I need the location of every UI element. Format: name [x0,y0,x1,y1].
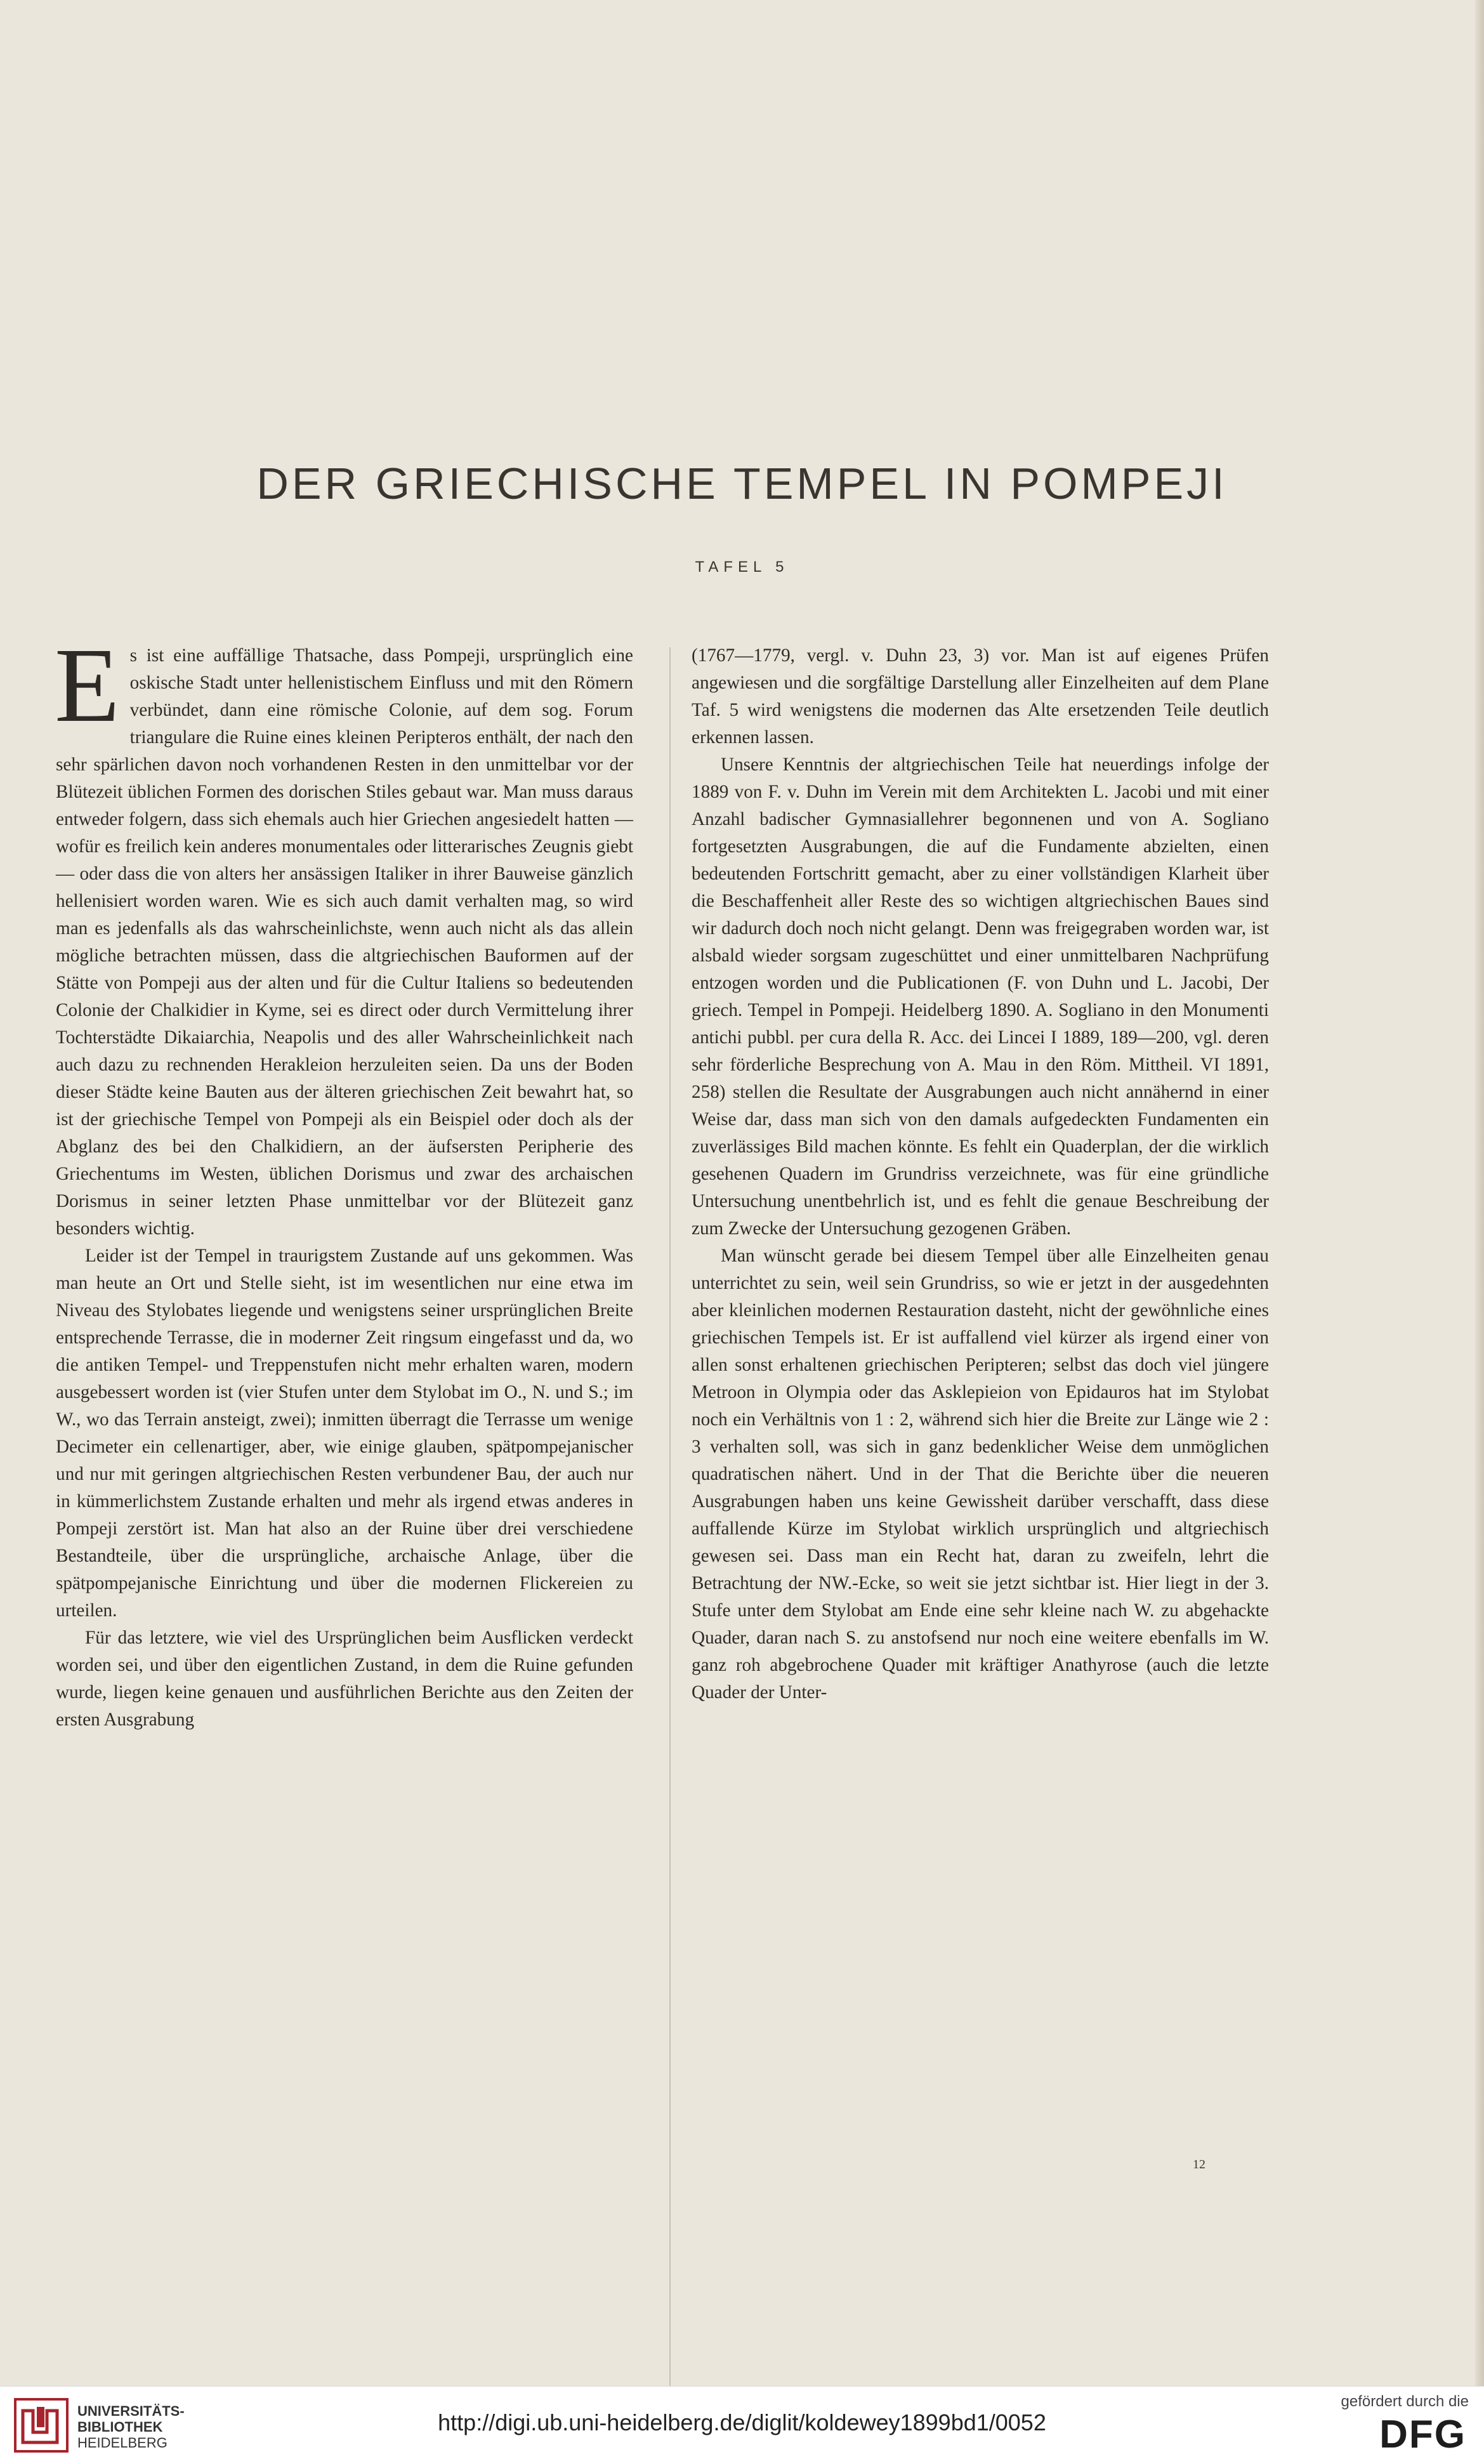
dfg-logo [1342,2413,1469,2451]
page-edge [1475,0,1484,2386]
paragraph: Man wünscht gerade bei diesem Tempel über alle Einzelheiten genau unterrichtet zu sein, weil sein Grundriss, so wie er jetzt in der ausgedehnten aber kleinlichen modernen Restauration dasteht, nicht der gewöhnliche eines griechischen Tempels ist. Er ist auffallend viel kürzer als irgend einer von allen sonst erhaltenen griechischen Peripteren; selbst das doch viel jüngere Metroon in Olympia oder das Asklepieion von Epidauros hat im Stylobat noch ein Verhältnis von 1 : 2, während sich hier die Breite zur Länge wie 2 : 3 verhalten soll, was sich in ganz bedenklicher Weise dem unmöglichen quadratischen nähert. Und in der That die Berichte über die neueren Ausgrabungen haben uns keine Gewissheit darüber verschafft, dass diese auffallende Kürze im Stylobat wirklich ursprünglich und altgriechisch gewesen sei. Dass man ein Recht hat, daran zu zweifeln, lehrt die Betrachtung der NW.-Ecke, so weit sie jetzt sichtbar ist. Hier liegt in der 3. Stufe unter dem Stylobat am Ende eine sehr kleine nach W. zu abgehackte Quader, daran nach S. zu anstofsend nur noch eine weitere ebenfalls im W. ganz roh abgebrochene Quader mit kräftiger Anathyrose (auch die letzte Quader der Unter- [692,1246,1269,1703]
paragraph: Unsere Kenntnis der altgriechischen Teile hat neuerdings infolge der 1889 von F. v. Duhn im Verein mit dem Architekten L. Jacobi und mit einer Anzahl badischer Gymnasiallehrer begonnenen und von A. Sogliano fortgesetzten Ausgrabungen, die auf die Fundamente abzielten, einen bedeutenden Fortschritt gemacht, aber zu einer vollständigen Klarheit über die Beschaffenheit aller Reste des so wichtigen altgriechischen Baues sind wir dadurch doch noch nicht gelangt. Denn was freigegraben worden war, ist alsbald wieder sorgsam zugeschüttet und einer unmittelbaren Nachprüfung entzogen worden und die Publicationen (F. von Duhn und L. Jacobi, Der griech. Tempel in Pompeji. Heidelberg 1890. A. Sogliano in den Monumenti antichi pubbl. per cura della R. Acc. dei Lincei I 1889, 189—200, vgl. deren sehr förderliche Besprechung von A. Mau in den Röm. Mittheil. VI 1891, 258) stellen die Resultate der Ausgrabungen auch nicht annähernd in einer Weise dar, dass man sich von den damals aufgedeckten Fundamenten ein zuverlässiges Bild machen könnte. Es fehlt ein Quaderplan, der die wirklich gesehenen Quadern im Grundriss verzeichnete, was für eine gründliche Untersuchung unentbehrlich ist, und es fehlt die genaue Beschreibung der zum Zwecke der Untersuchung gezogenen Gräben. [692,754,1269,1239]
permalink-url[interactable]: http://digi.ub.uni-heidelberg.de/diglit/koldewey1899bd1/0052 [438,2409,1046,2435]
left-text-column [55,626,633,1734]
page-number: 12 [1193,2158,1205,2171]
column-divider [669,647,671,2437]
dfg-logo-text: DFG [1379,2413,1466,2451]
paragraph: Für das letztere, wie viel des Ursprünglichen beim Ausflicken verdeckt worden sei, und über den eigentlichen Zustand, in dem die Ruine gefunden wurde, liegen keine genauen und ausführlichen Berichte aus den Zeiten der ersten Ausgrabung [56,1628,633,1730]
viewer-footer [0,2386,1484,2464]
paragraph [55,626,633,1242]
paragraph: (1767—1779, vergl. v. Duhn 23, 3) vor. Man ist auf eigenes Prüfen angewiesen und die sorgfältige Darstellung aller Einzelheiten auf dem Plane Taf. 5 wird wenigstens die modernen das Alte ersetzenden Teile deutlich erkennen lassen. [692,645,1269,748]
funded-by-label: gefördert durch die [1341,2393,1469,2410]
right-text-column [692,642,1269,1706]
funder-block[interactable] [1297,2393,1469,2454]
plate-label: TAFEL 5 [695,558,789,576]
library-name-line: UNIVERSITÄTS- [77,2403,185,2419]
paragraph: Leider ist der Tempel in traurigstem Zustande auf uns gekommen. Was man heute an Ort und Stelle sieht, ist im wesentlichen nur eine etwa im Niveau des Stylobates liegende und wenigstens seiner ursprünglichen Breite entsprechende Terrasse, die in moderner Zeit ringsum eingefasst und da, wo die antiken Tempel- und Treppenstufen nicht mehr erhalten waren, modern ausgebessert worden ist (vier Stufen unter dem Stylobat im O., N. und S.; im W., wo das Terrain ansteigt, zwei); inmitten überragt die Terrasse um wenige Decimeter ein cellenartiger, aber, wie einige glauben, spätpompejanischer und nur mit geringen altgriechischen Resten verbundener Bau, der auch nur in kümmerlichstem Zustande erhalten und mehr als irgend etwas anderes in Pompeji zerstört ist. Man hat also an der Ruine über drei verschiedene Bestandteile, über die ursprüngliche, archaische Anlage, über die spätpompejanische Einrichtung und über die modernen Flickereien zu urteilen. [56,1246,633,1621]
library-name-line: BIBLIOTHEK [77,2419,163,2435]
paragraph-text: s ist eine auffällige Thatsache, dass Pompeji, ursprünglich eine oskische Stadt unter hellenistischem Einfluss und mit den Römern verbündet, dann eine römische Colonie, auf dem sog. Forum triangulare die Ruine eines kleinen Peripteros enthält, der nach den sehr spärlichen davon noch vorhandenen Resten in den unmittelbar vor der Blütezeit üblichen Formen des dorischen Stiles gebaut war. Man muss daraus entweder folgern, dass sich ehemals auch hier Griechen angesiedelt hatten — wofür es freilich kein anderes monumentales oder litterarisches Zeugnis giebt — oder dass die von alters her ansässigen Italiker in ihrer Bauweise gänzlich hellenisiert worden waren. Wie es sich auch damit verhalten mag, so wird man es jedenfalls als das wahrscheinlichste, wenn auch nicht als das allein mögliche betrachten müssen, dass die altgriechischen Bauformen auf der Stätte von Pompeji aus der alten und für die Cultur Italiens so bedeutenden Colonie der Chalkidier in Kyme, sei es direct oder durch Vermittelung ihrer Tochterstädte Dikaiarchia, Neapolis und des aller Wahrscheinlichkeit nach auch dazu zu rechnenden Herakleion herzuleiten seien. Da uns der Boden dieser Städte keine Bauten aus der älteren griechischen Zeit bewahrt hat, so ist der griechische Tempel von Pompeji als ein Beispiel oder doch als der Abglanz des bei den Chalkidiern, an der äufsersten Peripherie des Griechentums im Westen, üblichen Dorismus und zwar des archaischen Dorismus in seiner letzten Phase unmittelbar vor der Blütezeit ganz besonders wichtig. [56,645,633,1239]
library-name-line: HEIDELBERG [77,2435,167,2451]
article-title: DER GRIECHISCHE TEMPEL IN POMPEJI [256,459,1228,508]
drop-cap: E [55,626,120,744]
